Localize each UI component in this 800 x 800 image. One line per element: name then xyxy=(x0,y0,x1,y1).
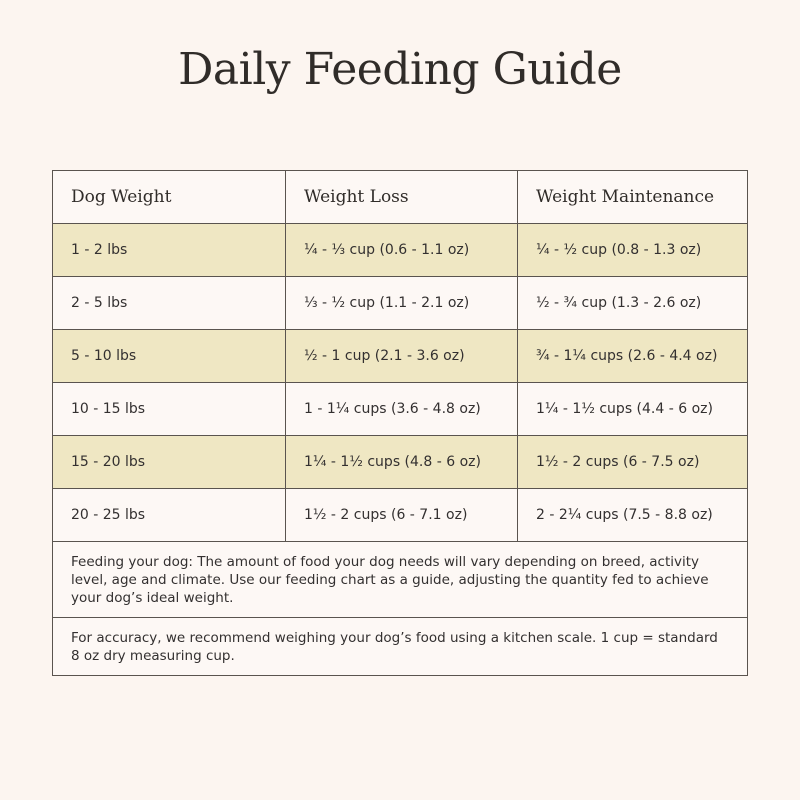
weight-maintenance-cell: 1¼ - 1½ cups (4.4 - 6 oz) xyxy=(517,383,747,435)
dog-weight-cell: 5 - 10 lbs xyxy=(71,348,137,364)
weight-loss-cell: ⅓ - ½ cup (1.1 - 2.1 oz) xyxy=(285,277,517,329)
dog-weight-cell: 10 - 15 lbs xyxy=(71,401,146,417)
dog-weight-cell: 1 - 2 lbs xyxy=(71,242,128,258)
weight-loss-cell: 1¼ - 1½ cups (4.8 - 6 oz) xyxy=(285,436,517,488)
table-row xyxy=(53,383,747,436)
header-weight-maintenance: Weight Maintenance xyxy=(517,171,747,223)
weight-maintenance-cell: 2 - 2¼ cups (7.5 - 8.8 oz) xyxy=(517,489,747,541)
dog-weight-cell: 2 - 5 lbs xyxy=(71,295,128,311)
table-row xyxy=(53,330,747,383)
table-row xyxy=(53,489,747,542)
header-weight-loss: Weight Loss xyxy=(285,171,517,223)
weight-loss-cell: 1½ - 2 cups (6 - 7.1 oz) xyxy=(285,489,517,541)
weight-maintenance-cell: ½ - ¾ cup (1.3 - 2.6 oz) xyxy=(517,277,747,329)
page-title: Daily Feeding Guide xyxy=(178,44,622,95)
weight-loss-cell: ¼ - ⅓ cup (0.6 - 1.1 oz) xyxy=(285,224,517,276)
table-row xyxy=(53,224,747,277)
weight-loss-cell: 1 - 1¼ cups (3.6 - 4.8 oz) xyxy=(285,383,517,435)
feeding-note: Feeding your dog: The amount of food your dog needs will vary depending on breed, activity level, age and climate. Use our feeding chart as a guide, adjusting the quantity fed to achieve your dog’s ideal weight. xyxy=(53,542,747,618)
weight-maintenance-cell: ¼ - ½ cup (0.8 - 1.3 oz) xyxy=(517,224,747,276)
table-row xyxy=(53,277,747,330)
header-dog-weight: Dog Weight xyxy=(71,187,172,207)
feeding-table xyxy=(52,170,748,676)
weight-maintenance-cell: 1½ - 2 cups (6 - 7.5 oz) xyxy=(517,436,747,488)
dog-weight-cell: 20 - 25 lbs xyxy=(71,507,146,523)
table-row xyxy=(53,436,747,489)
table-header-row xyxy=(53,171,747,224)
accuracy-note: For accuracy, we recommend weighing your dog’s food using a kitchen scale. 1 cup = standard 8 oz dry measuring cup. xyxy=(71,630,718,664)
dog-weight-cell: 15 - 20 lbs xyxy=(71,454,146,470)
weight-loss-cell: ½ - 1 cup (2.1 - 3.6 oz) xyxy=(285,330,517,382)
weight-maintenance-cell: ¾ - 1¼ cups (2.6 - 4.4 oz) xyxy=(517,330,747,382)
